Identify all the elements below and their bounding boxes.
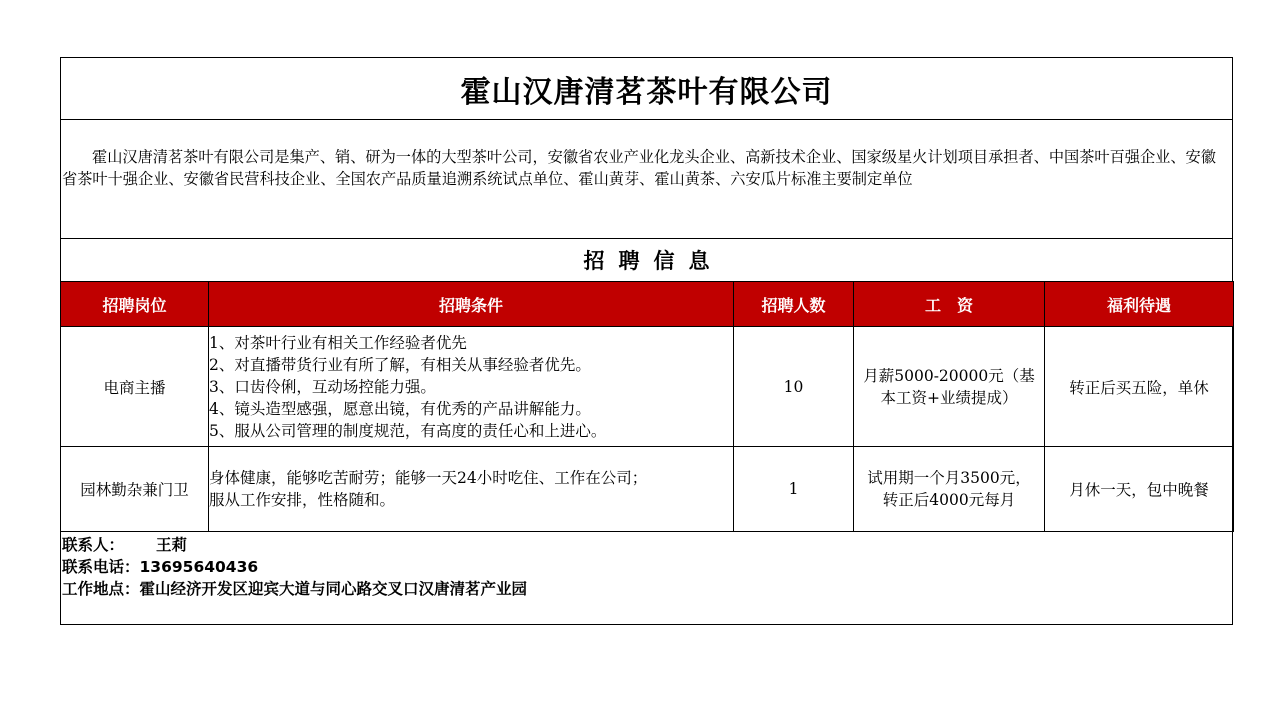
count-cell: 1 — [734, 447, 854, 532]
header-requirements: 招聘条件 — [209, 282, 734, 327]
requirement-line: 服从工作安排，性格随和。 — [209, 491, 396, 509]
requirement-line: 1、对茶叶行业有相关工作经验者优先 — [209, 333, 467, 352]
work-address: 霍山经济开发区迎宾大道与同心路交叉口汉唐清茗产业园 — [139, 580, 528, 598]
recruitment-notice — [60, 57, 1233, 625]
contact-person: 王莉 — [156, 536, 188, 554]
contact-person-label: 联系人： — [62, 536, 125, 554]
title-row — [61, 58, 1232, 120]
requirements-cell — [209, 447, 734, 532]
company-intro: 霍山汉唐清茗茶叶有限公司是集产、销、研为一体的大型茶叶公司，安徽省农业产业化龙头企业、高新技术企业、国家级星火计划项目承担者、中国茶叶百强企业、安徽省茶叶十强企业、安徽省民营科技企业、全国农产品质量追溯系统试点单位、霍山黄芽、霍山黄茶、六安瓜片标准主要制定单位 — [62, 148, 1216, 188]
header-salary: 工 资 — [854, 282, 1045, 327]
requirement-line: 3、口齿伶俐，互动场控能力强。 — [209, 377, 436, 396]
requirement-line: 5、服从公司管理的制度规范，有高度的责任心和上进心。 — [209, 421, 607, 440]
work-address-label: 工作地点： — [62, 580, 140, 598]
salary-cell — [854, 447, 1045, 532]
contact-block — [62, 534, 527, 600]
contact-phone-line — [62, 556, 527, 578]
table-row — [61, 447, 1234, 532]
section-row — [61, 239, 1232, 282]
header-benefits: 福利待遇 — [1045, 282, 1234, 327]
benefits-cell: 月休一天，包中晚餐 — [1045, 447, 1234, 532]
jobs-table — [60, 281, 1234, 532]
salary-cell — [854, 327, 1045, 447]
table-header-row — [61, 282, 1234, 327]
position-cell: 电商主播 — [61, 327, 209, 447]
company-title: 霍山汉唐清茗茶叶有限公司 — [460, 74, 833, 110]
benefits-cell: 转正后买五险，单休 — [1045, 327, 1234, 447]
salary-line: 月薪5000-20000元（基 — [863, 366, 1035, 385]
salary-line: 本工资+业绩提成） — [880, 388, 1018, 407]
requirements-cell — [209, 327, 734, 447]
salary-line: 转正后4000元每月 — [882, 491, 1016, 509]
header-position: 招聘岗位 — [61, 282, 209, 327]
contact-person-line — [62, 534, 527, 556]
requirement-line: 2、对直播带货行业有所了解，有相关从事经验者优先。 — [209, 355, 591, 374]
intro-row — [61, 120, 1232, 239]
contact-phone: 13695640436 — [139, 558, 259, 576]
section-title: 招聘信息 — [583, 249, 724, 273]
header-count: 招聘人数 — [734, 282, 854, 327]
position-cell: 园林勤杂兼门卫 — [61, 447, 209, 532]
salary-line: 试用期一个月3500元， — [867, 469, 1031, 487]
count-cell: 10 — [734, 327, 854, 447]
table-row — [61, 327, 1234, 447]
contact-phone-label: 联系电话： — [62, 558, 140, 576]
requirement-line: 4、镜头造型感强，愿意出镜，有优秀的产品讲解能力。 — [209, 399, 591, 418]
work-address-line — [62, 578, 527, 600]
requirement-line: 身体健康，能够吃苦耐劳；能够一天24小时吃住、工作在公司； — [209, 469, 648, 487]
